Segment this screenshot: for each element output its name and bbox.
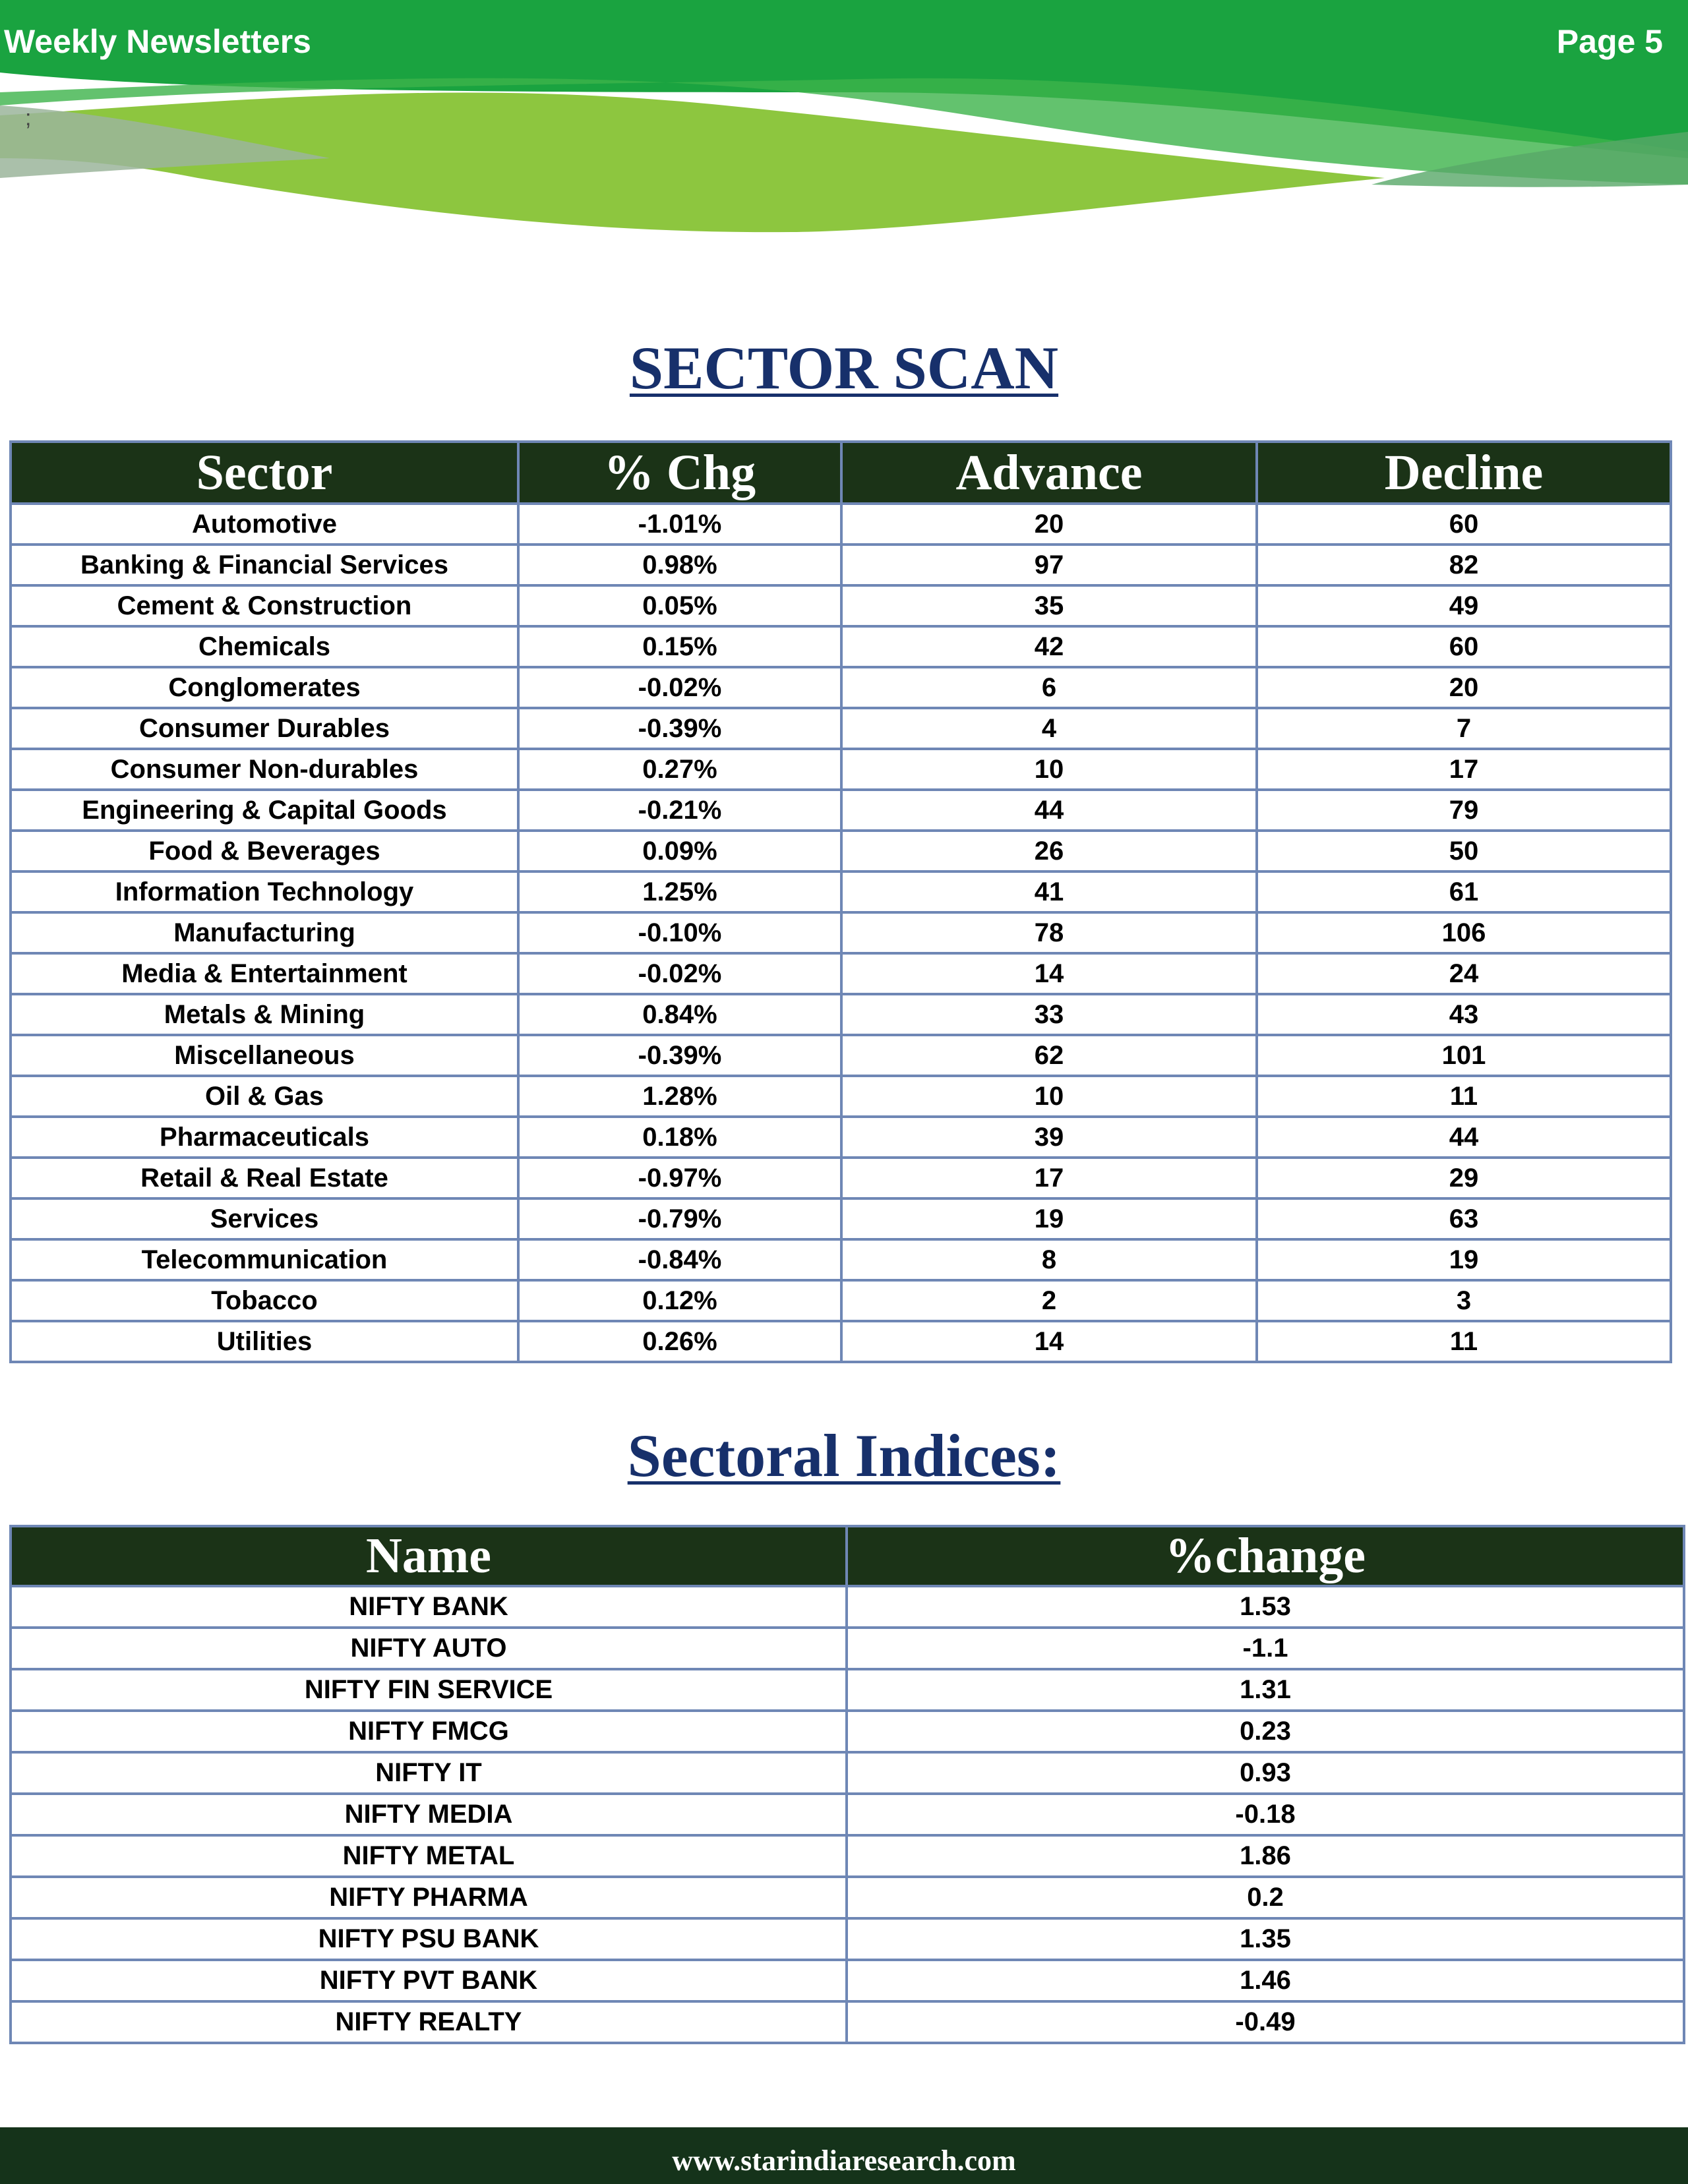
sector-name-cell: Consumer Durables — [11, 708, 518, 749]
decline-cell: 101 — [1257, 1035, 1671, 1076]
sector-name-cell: Information Technology — [11, 871, 518, 912]
table-row — [11, 626, 1671, 667]
sectoral-indices-table — [9, 1525, 1685, 2044]
decline-cell: 3 — [1257, 1280, 1671, 1321]
table-row — [11, 708, 1671, 749]
column-header-name: Name — [11, 1526, 847, 1586]
table-row — [11, 1280, 1671, 1321]
decline-cell: 20 — [1257, 667, 1671, 708]
pct-change-cell: 1.31 — [847, 1669, 1684, 1711]
advance-cell: 14 — [841, 953, 1257, 994]
decline-cell: 82 — [1257, 545, 1671, 585]
column-header-decline: Decline — [1257, 442, 1671, 504]
advance-cell: 44 — [841, 790, 1257, 831]
decline-cell: 24 — [1257, 953, 1671, 994]
sector-name-cell: Metals & Mining — [11, 994, 518, 1035]
pct-chg-cell: 0.05% — [518, 585, 841, 626]
table-row — [11, 1835, 1684, 1877]
sector-name-cell: Engineering & Capital Goods — [11, 790, 518, 831]
decline-cell: 17 — [1257, 749, 1671, 790]
sector-name-cell: Consumer Non-durables — [11, 749, 518, 790]
pct-chg-cell: -0.02% — [518, 667, 841, 708]
pct-change-cell: -1.1 — [847, 1628, 1684, 1669]
pct-chg-cell: 0.84% — [518, 994, 841, 1035]
pct-chg-cell: -0.21% — [518, 790, 841, 831]
decline-cell: 43 — [1257, 994, 1671, 1035]
decline-cell: 11 — [1257, 1321, 1671, 1362]
decline-cell: 79 — [1257, 790, 1671, 831]
table-row — [11, 871, 1671, 912]
table-row — [11, 1877, 1684, 1918]
pct-chg-cell: -0.10% — [518, 912, 841, 953]
advance-cell: 4 — [841, 708, 1257, 749]
sector-name-cell: Tobacco — [11, 1280, 518, 1321]
advance-cell: 8 — [841, 1239, 1257, 1280]
decline-cell: 60 — [1257, 504, 1671, 545]
sector-name-cell: Automotive — [11, 504, 518, 545]
table-row — [11, 831, 1671, 871]
index-name-cell: NIFTY BANK — [11, 1586, 847, 1628]
index-name-cell: NIFTY PSU BANK — [11, 1918, 847, 1960]
pct-chg-cell: 0.15% — [518, 626, 841, 667]
pct-change-cell: 1.86 — [847, 1835, 1684, 1877]
advance-cell: 42 — [841, 626, 1257, 667]
sector-name-cell: Food & Beverages — [11, 831, 518, 871]
sector-name-cell: Banking & Financial Services — [11, 545, 518, 585]
advance-cell: 10 — [841, 749, 1257, 790]
decline-cell: 7 — [1257, 708, 1671, 749]
advance-cell: 6 — [841, 667, 1257, 708]
index-name-cell: NIFTY FIN SERVICE — [11, 1669, 847, 1711]
decline-cell: 44 — [1257, 1117, 1671, 1158]
sector-name-cell: Media & Entertainment — [11, 953, 518, 994]
advance-cell: 19 — [841, 1198, 1257, 1239]
decline-cell: 50 — [1257, 831, 1671, 871]
sectoral-indices-title: Sectoral Indices: — [627, 1422, 1061, 1489]
pct-chg-cell: 0.27% — [518, 749, 841, 790]
table-row — [11, 585, 1671, 626]
decline-cell: 19 — [1257, 1239, 1671, 1280]
column-header-sector: Sector — [11, 442, 518, 504]
page-number: Page 5 — [1556, 23, 1663, 60]
table-row — [11, 790, 1671, 831]
table-row — [11, 1158, 1671, 1198]
table-row — [11, 1918, 1684, 1960]
index-name-cell: NIFTY METAL — [11, 1835, 847, 1877]
sector-name-cell: Oil & Gas — [11, 1076, 518, 1117]
table-row — [11, 2001, 1684, 2043]
index-name-cell: NIFTY IT — [11, 1752, 847, 1794]
advance-cell: 97 — [841, 545, 1257, 585]
advance-cell: 17 — [841, 1158, 1257, 1198]
sector-name-cell: Chemicals — [11, 626, 518, 667]
table-row — [11, 1960, 1684, 2001]
column-header-advance: Advance — [841, 442, 1257, 504]
advance-cell: 2 — [841, 1280, 1257, 1321]
pct-chg-cell: 0.09% — [518, 831, 841, 871]
sector-name-cell: Pharmaceuticals — [11, 1117, 518, 1158]
footer-website: www.starindiaresearch.com — [672, 2144, 1016, 2177]
pct-chg-cell: -1.01% — [518, 504, 841, 545]
pct-chg-cell: 0.98% — [518, 545, 841, 585]
decline-cell: 61 — [1257, 871, 1671, 912]
pct-chg-cell: 1.28% — [518, 1076, 841, 1117]
table-row — [11, 1711, 1684, 1752]
table-row — [11, 545, 1671, 585]
pct-change-cell: 0.23 — [847, 1711, 1684, 1752]
advance-cell: 20 — [841, 504, 1257, 545]
pct-change-cell: -0.49 — [847, 2001, 1684, 2043]
table-row — [11, 1239, 1671, 1280]
sector-name-cell: Miscellaneous — [11, 1035, 518, 1076]
advance-cell: 14 — [841, 1321, 1257, 1362]
table-row — [11, 1794, 1684, 1835]
table-row — [11, 1669, 1684, 1711]
pct-change-cell: 0.93 — [847, 1752, 1684, 1794]
decline-cell: 49 — [1257, 585, 1671, 626]
pct-change-cell: 1.53 — [847, 1586, 1684, 1628]
table-row — [11, 504, 1671, 545]
table-row — [11, 1076, 1671, 1117]
table-row — [11, 1035, 1671, 1076]
pct-chg-cell: -0.84% — [518, 1239, 841, 1280]
advance-cell: 62 — [841, 1035, 1257, 1076]
advance-cell: 35 — [841, 585, 1257, 626]
newsletter-title: Weekly Newsletters — [4, 23, 311, 60]
advance-cell: 26 — [841, 831, 1257, 871]
sector-scan-table — [9, 440, 1672, 1363]
sector-name-cell: Utilities — [11, 1321, 518, 1362]
table-row — [11, 912, 1671, 953]
pct-chg-cell: -0.97% — [518, 1158, 841, 1198]
decline-cell: 106 — [1257, 912, 1671, 953]
pct-chg-cell: 0.18% — [518, 1117, 841, 1158]
index-name-cell: NIFTY REALTY — [11, 2001, 847, 2043]
advance-cell: 39 — [841, 1117, 1257, 1158]
advance-cell: 33 — [841, 994, 1257, 1035]
sector-name-cell: Cement & Construction — [11, 585, 518, 626]
table-row — [11, 994, 1671, 1035]
sector-name-cell: Telecommunication — [11, 1239, 518, 1280]
sector-name-cell: Retail & Real Estate — [11, 1158, 518, 1198]
pct-change-cell: 1.46 — [847, 1960, 1684, 2001]
table-row — [11, 667, 1671, 708]
table-row — [11, 1628, 1684, 1669]
index-name-cell: NIFTY MEDIA — [11, 1794, 847, 1835]
pct-change-cell: 0.2 — [847, 1877, 1684, 1918]
pct-chg-cell: -0.39% — [518, 708, 841, 749]
table-row — [11, 1752, 1684, 1794]
sector-name-cell: Conglomerates — [11, 667, 518, 708]
table-row — [11, 1586, 1684, 1628]
advance-cell: 41 — [841, 871, 1257, 912]
pct-chg-cell: -0.79% — [518, 1198, 841, 1239]
decline-cell: 11 — [1257, 1076, 1671, 1117]
sector-name-cell: Manufacturing — [11, 912, 518, 953]
pct-change-cell: -0.18 — [847, 1794, 1684, 1835]
header-mark: ; — [25, 105, 32, 131]
table-row — [11, 953, 1671, 994]
column-header-pct-change: %change — [847, 1526, 1684, 1586]
table-header-row — [11, 442, 1671, 504]
table-row — [11, 749, 1671, 790]
table-row — [11, 1321, 1671, 1362]
sector-name-cell: Services — [11, 1198, 518, 1239]
index-name-cell: NIFTY AUTO — [11, 1628, 847, 1669]
table-row — [11, 1198, 1671, 1239]
table-header-row — [11, 1526, 1684, 1586]
advance-cell: 78 — [841, 912, 1257, 953]
pct-chg-cell: 0.12% — [518, 1280, 841, 1321]
decline-cell: 29 — [1257, 1158, 1671, 1198]
advance-cell: 10 — [841, 1076, 1257, 1117]
index-name-cell: NIFTY PHARMA — [11, 1877, 847, 1918]
index-name-cell: NIFTY FMCG — [11, 1711, 847, 1752]
sector-scan-title: SECTOR SCAN — [629, 334, 1059, 401]
pct-chg-cell: -0.39% — [518, 1035, 841, 1076]
pct-chg-cell: 1.25% — [518, 871, 841, 912]
pct-change-cell: 1.35 — [847, 1918, 1684, 1960]
decline-cell: 60 — [1257, 626, 1671, 667]
table-row — [11, 1117, 1671, 1158]
pct-chg-cell: -0.02% — [518, 953, 841, 994]
pct-chg-cell: 0.26% — [518, 1321, 841, 1362]
column-header-pct-chg: % Chg — [518, 442, 841, 504]
index-name-cell: NIFTY PVT BANK — [11, 1960, 847, 2001]
decline-cell: 63 — [1257, 1198, 1671, 1239]
